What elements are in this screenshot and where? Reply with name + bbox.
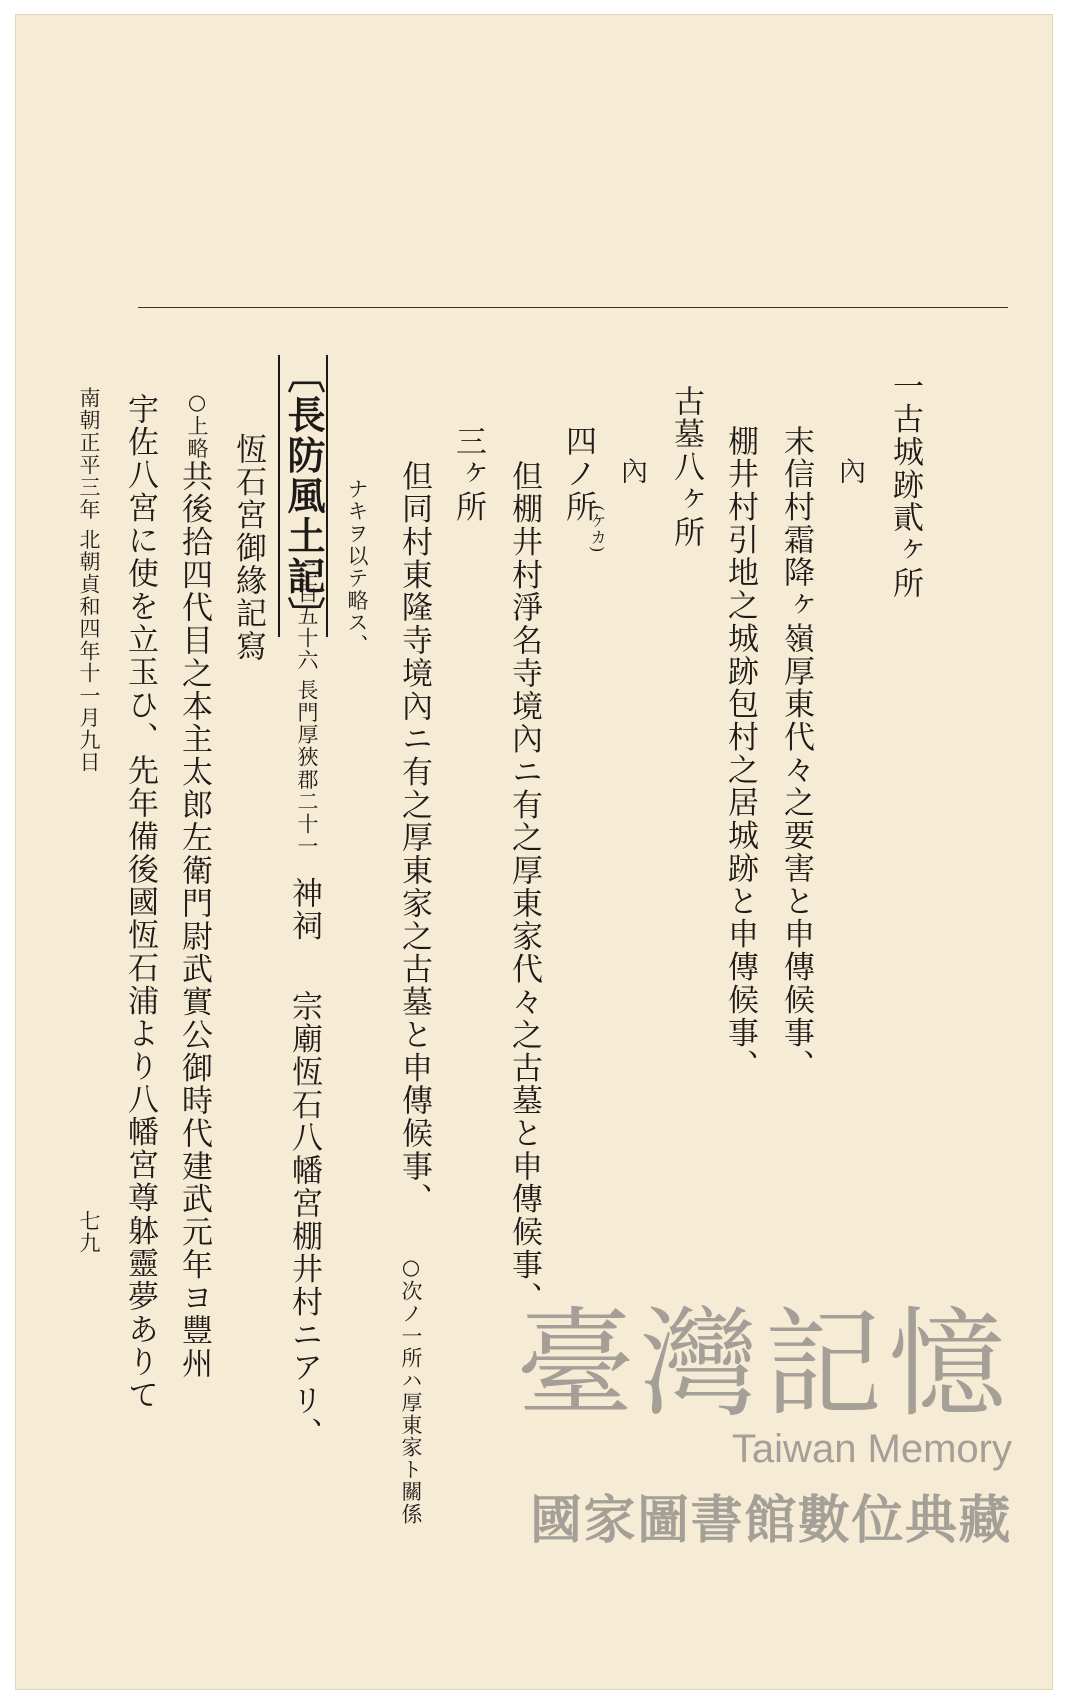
text-column: 棚井村引地之城跡包村之居城跡と申傳候事、 bbox=[722, 425, 758, 1083]
text-column: 恆石宮御緣記寫 bbox=[230, 433, 266, 664]
text-column: 共後拾四代目之本主太郎左衛門尉武實公御時代建武元年ヨ豐州 bbox=[176, 460, 212, 1381]
text-column: 四ノ所 bbox=[560, 425, 596, 524]
text-column: 內 bbox=[834, 457, 865, 486]
text-column: 但棚井村淨名寺境內ニ有之厚東家代々之古墓と申傳候事、 bbox=[506, 460, 542, 1315]
text-column: 宗廟恆石八幡宮棚井村ニアリ、 bbox=[286, 990, 322, 1451]
page-number: 七九 bbox=[77, 1210, 101, 1255]
text-column: ○次ノ一所ハ厚東家ト關係 bbox=[399, 1255, 423, 1526]
text-column: 古墓八ヶ所 bbox=[668, 385, 704, 550]
watermark-chinese: 國家圖書館數位典藏 bbox=[529, 1491, 1012, 1551]
text-column: 但同村東隆寺境內ニ有之厚東家之古墓と申傳候事、 bbox=[396, 460, 432, 1216]
watermark-calligraphy: 臺灣記憶 bbox=[516, 1295, 1012, 1433]
section-heading: 〔長防風土記〕 bbox=[278, 355, 328, 637]
watermark bbox=[516, 1295, 1012, 1553]
watermark-english: Taiwan Memory bbox=[731, 1427, 1012, 1471]
text-column: 二百五十六 長門厚狹郡二十一 bbox=[295, 560, 319, 858]
document-page bbox=[15, 14, 1053, 1690]
text-column: 一古城跡貳ヶ所 bbox=[887, 370, 923, 601]
text-column: ○上略、 bbox=[185, 390, 209, 483]
text-column: 神祠 bbox=[286, 877, 322, 943]
text-column: 內 bbox=[616, 457, 647, 486]
text-column: 宇佐八宮に使を立玉ひ、先年備後國恆石浦より八幡宮尊躰靈夢ありて bbox=[122, 393, 158, 1412]
horizontal-rule bbox=[138, 307, 1008, 308]
running-footer: 南朝正平三年 北朝貞和四年十一月九日 bbox=[77, 387, 101, 774]
text-column: (ケカ) bbox=[588, 505, 607, 554]
text-column: ナキヲ以テ略ス、 bbox=[345, 478, 369, 657]
text-column: 三ヶ所 bbox=[450, 425, 486, 524]
text-column: 末信村霜降ヶ嶺厚東代々之要害と申傳候事、 bbox=[778, 425, 814, 1083]
